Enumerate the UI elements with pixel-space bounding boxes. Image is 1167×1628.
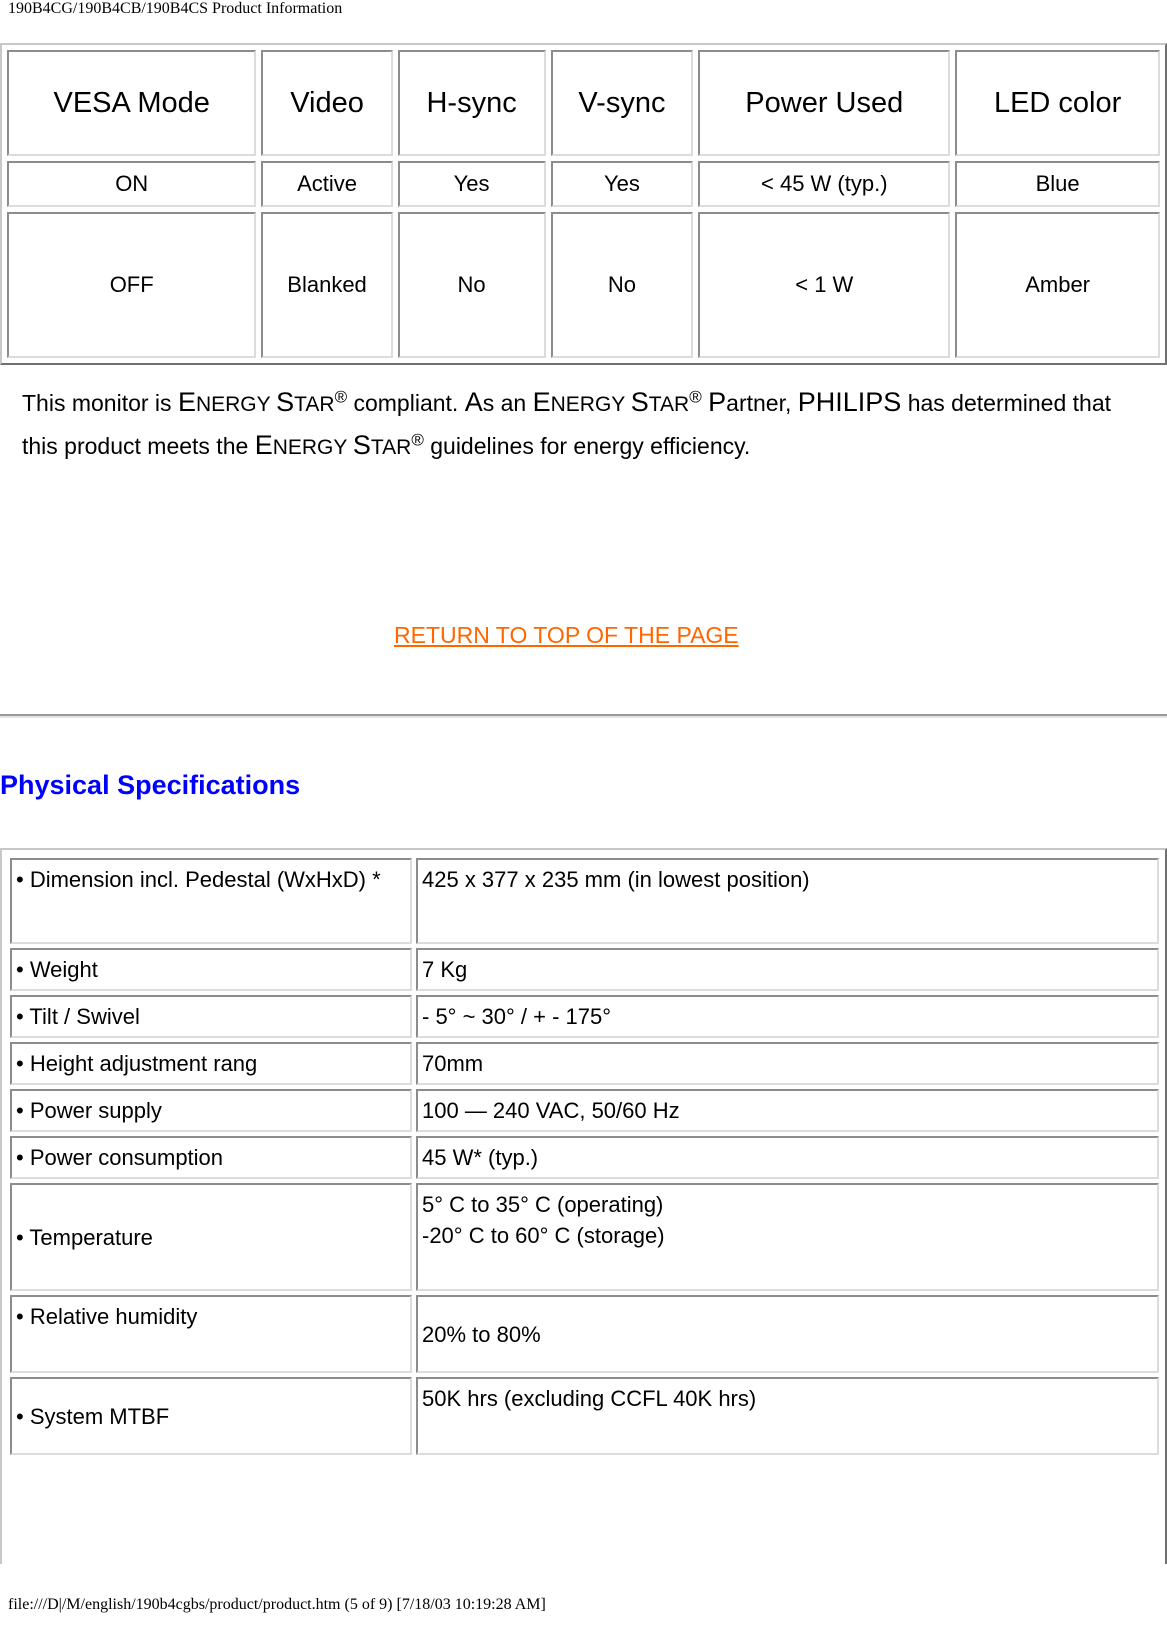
spec-value [416,1183,1159,1291]
spec-label: • Power consumption [10,1136,412,1179]
spec-value: - 5° ~ 30° / + - 175° [416,995,1159,1038]
table-row [7,161,1160,207]
spec-label: • Power supply [10,1089,412,1132]
table-row [10,1136,1159,1179]
registered-mark: ® [334,387,348,407]
note-text: s an [482,390,533,416]
table-row [10,1377,1159,1455]
spec-label: • Weight [10,948,412,991]
note-text: S [276,387,295,417]
registered-mark: ® [689,387,702,407]
column-header: Video [261,50,392,156]
column-header: VESA Mode [7,50,256,156]
note-text: NERGY [272,436,353,459]
print-footer: file:///D|/M/english/190b4cgbs/product/product.htm (5 of 9) [7/18/03 10:19:28 AM] [8,1596,546,1613]
table-row [10,948,1159,991]
table-cell: No [551,212,694,358]
divider [0,714,1167,718]
note-text: E [177,387,196,417]
table-cell: Amber [955,212,1160,358]
table-row [10,858,1159,944]
note-text: S [352,430,371,460]
table-header-row [7,50,1160,156]
energy-star-note [22,382,1142,468]
table-row [10,1183,1159,1291]
table-cell: OFF [7,212,256,358]
note-text: compliant. [347,390,465,416]
table-row [10,1295,1159,1373]
spec-value: 45 W* (typ.) [416,1136,1159,1179]
spec-value: 50K hrs (excluding CCFL 40K hrs) [416,1377,1159,1455]
power-mode-table [0,43,1167,365]
note-text: guidelines for energy efficiency. [423,433,751,459]
table-cell: Yes [398,161,546,207]
note-text: A [464,387,483,417]
note-text: has determined that this product meets the [22,390,1111,459]
note-text: PHILIPS [797,387,902,417]
spec-label: • Relative humidity [10,1295,412,1373]
spec-value: 70mm [416,1042,1159,1085]
registered-mark: ® [411,430,424,450]
print-header: 190B4CG/190B4CB/190B4CS Product Information [8,0,343,17]
spec-value: 7 Kg [416,948,1159,991]
column-header: LED color [955,50,1160,156]
section-title: Physical Specifications [0,770,301,800]
column-header: H-sync [398,50,546,156]
table-cell: < 45 W (typ.) [698,161,950,207]
table-cell: Blanked [261,212,392,358]
note-text: artner, [726,390,798,416]
note-text: P [708,387,727,417]
note-text: TAR [648,393,690,416]
spec-label: • Dimension incl. Pedestal (WxHxD) * [10,858,412,944]
note-text: TAR [294,393,335,416]
spec-value: 425 x 377 x 235 mm (in lowest position) [416,858,1159,944]
spec-label: • Height adjustment rang [10,1042,412,1085]
spec-value-line: 5° C to 35° C (operating) [422,1192,664,1217]
table-row [10,995,1159,1038]
note-text: NERGY [195,393,277,416]
spec-label: • System MTBF [10,1377,412,1455]
note-text: NERGY [550,393,631,416]
note-text: E [532,387,551,417]
table-cell: ON [7,161,256,207]
note-text: E [254,430,273,460]
table-row [10,1089,1159,1132]
table-row [7,212,1160,358]
table-cell: Active [261,161,392,207]
note-text: S [630,387,649,417]
column-header: V-sync [551,50,694,156]
spec-label: • Tilt / Swivel [10,995,412,1038]
physical-specs-table [6,854,1163,1459]
column-header: Power Used [698,50,950,156]
return-to-top-link[interactable]: RETURN TO TOP OF THE PAGE [394,622,739,648]
spec-value: 20% to 80% [416,1295,1159,1373]
spec-value: 100 — 240 VAC, 50/60 Hz [416,1089,1159,1132]
table-cell: < 1 W [698,212,950,358]
table-cell: Yes [551,161,694,207]
table-cell: No [398,212,546,358]
physical-specs-frame [0,848,1167,1564]
table-cell: Blue [955,161,1160,207]
note-text: TAR [370,436,412,459]
spec-label: • Temperature [10,1183,412,1291]
table-row [10,1042,1159,1085]
note-text: This monitor is [22,390,178,416]
spec-value-line: -20° C to 60° C (storage) [422,1223,665,1248]
